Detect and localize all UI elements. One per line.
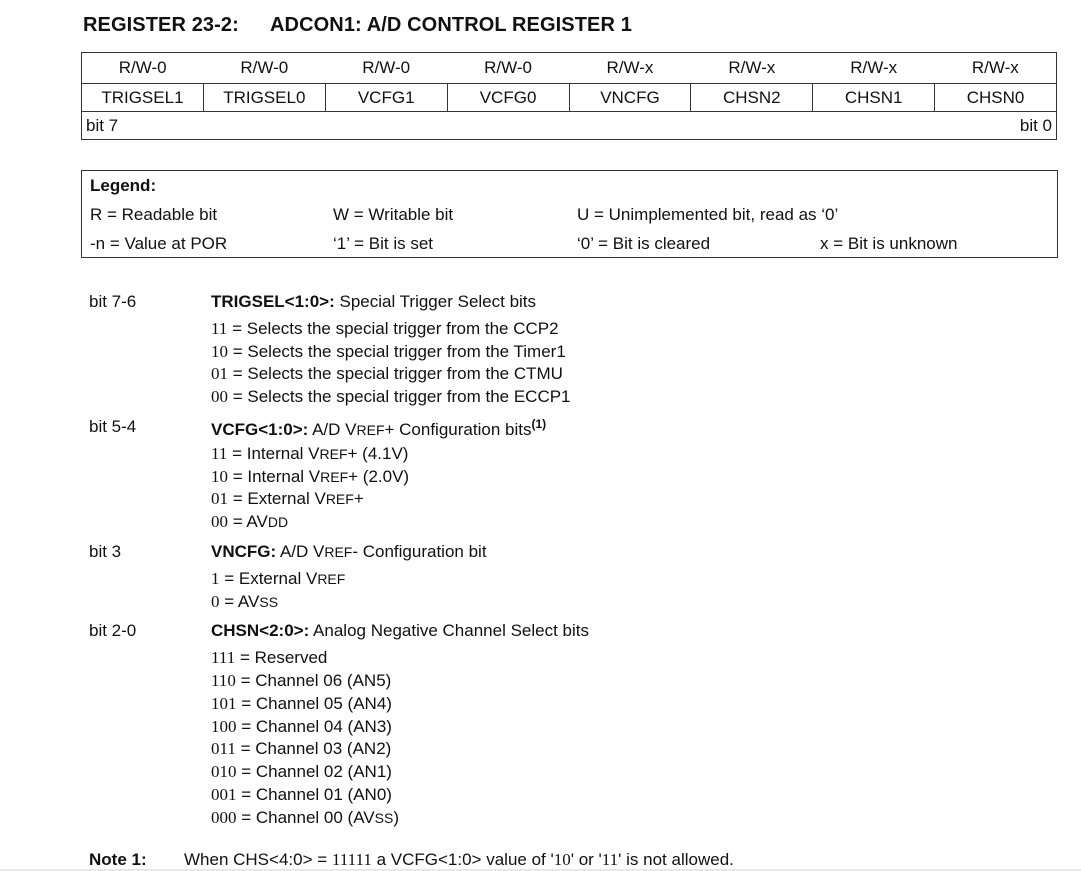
option-text: = Selects the special trigger from the CCP2	[227, 319, 559, 338]
note-reference: (1)	[531, 417, 547, 431]
legend-set: ‘1’ = Bit is set	[333, 234, 433, 253]
option-text: = Selects the special trigger from the ECCP1	[228, 387, 571, 406]
option-text: = Internal V	[227, 444, 320, 463]
option-code: 11	[211, 444, 228, 463]
option-sub: DD	[267, 514, 289, 530]
trigsel-option	[211, 319, 559, 339]
option-code: 010	[211, 762, 237, 781]
register-name: ADCON1: A/D CONTROL REGISTER 1	[270, 14, 632, 36]
trigsel-option	[211, 364, 563, 384]
legend-title: Legend:	[90, 176, 157, 195]
vcfg-desc-b: + Configuration bits	[384, 420, 532, 439]
option-text: = Channel 06 (AN5)	[235, 671, 392, 690]
legend-unimplemented: U = Unimplemented bit, read as ‘0’	[577, 205, 839, 224]
trigsel-option	[211, 387, 571, 407]
option-sub: REF	[325, 491, 354, 507]
chsn-name: CHSN<2:0>:	[211, 621, 310, 640]
option-sub: REF	[319, 446, 348, 462]
vcfg-desc-sub: REF	[356, 422, 385, 438]
vncfg-desc-a: A/D V	[276, 542, 325, 561]
option-text: = External V	[219, 569, 318, 588]
legend-unknown: x = Bit is unknown	[820, 234, 958, 253]
option-text: = Reserved	[235, 648, 328, 667]
register-number: REGISTER 23-2:	[83, 14, 239, 36]
option-text: = Internal V	[228, 467, 321, 486]
option-code: 100	[211, 717, 237, 736]
bit-name-cell: CHSN2	[691, 84, 813, 112]
option-code: 11	[211, 319, 228, 338]
note-code: 11	[601, 850, 619, 869]
vncfg-option	[211, 592, 278, 612]
option-text: = Selects the special trigger from the Timer1	[228, 342, 566, 361]
chsn-option	[211, 739, 391, 759]
note-text-d: ' is not allowed.	[618, 850, 734, 869]
option-code: 110	[211, 671, 236, 690]
access-row	[82, 53, 1057, 84]
bit-name-cell: VNCFG	[569, 84, 691, 112]
note-label: Note 1:	[89, 850, 147, 869]
vcfg-option	[211, 512, 288, 532]
option-text: = AV	[228, 512, 268, 531]
bit-name-cell: TRIGSEL1	[82, 84, 204, 112]
chsn-option	[211, 671, 391, 691]
vncfg-heading	[211, 542, 487, 562]
bit-name-cell: CHSN0	[935, 84, 1057, 112]
note-text-a: When CHS<4:0> =	[184, 850, 332, 869]
access-cell: R/W-0	[447, 53, 569, 84]
option-text: = Channel 04 (AN3)	[236, 717, 392, 736]
bit-7-label: bit 7	[86, 115, 119, 135]
option-text: = Channel 02 (AN1)	[236, 762, 392, 781]
legend-box	[81, 170, 1058, 258]
bit-0-label: bit 0	[1019, 115, 1052, 135]
vncfg-desc-b: - Configuration bit	[352, 542, 487, 561]
bit-label-3: bit 3	[89, 542, 122, 561]
note-text-b: a VCFG<1:0> value of '	[371, 850, 554, 869]
vncfg-option	[211, 569, 345, 589]
legend-por: -n = Value at POR	[90, 234, 228, 253]
chsn-option	[211, 694, 392, 714]
option-code: 1	[211, 569, 220, 588]
option-code: 000	[211, 808, 237, 827]
chsn-option	[211, 808, 399, 828]
option-code: 00	[211, 512, 228, 531]
chsn-desc: Analog Negative Channel Select bits	[309, 621, 590, 640]
option-code: 10	[211, 467, 228, 486]
legend-cleared: ‘0’ = Bit is cleared	[577, 234, 711, 253]
option-text: = External V	[228, 489, 326, 508]
option-text: = Channel 03 (AN2)	[235, 739, 392, 758]
option-text: = Channel 01 (AN0)	[236, 785, 392, 804]
option-code: 001	[211, 785, 237, 804]
note-text	[184, 850, 734, 870]
option-text-b: +	[353, 489, 364, 508]
option-sub: SS	[259, 594, 279, 610]
option-code: 00	[211, 387, 228, 406]
vncfg-desc-sub: REF	[324, 544, 353, 560]
option-text: = Channel 05 (AN4)	[236, 694, 392, 713]
access-cell: R/W-x	[691, 53, 813, 84]
vcfg-name: VCFG<1:0>:	[211, 420, 309, 439]
option-text-b: + (2.0V)	[348, 467, 410, 486]
bit-name-cell: TRIGSEL0	[203, 84, 325, 112]
register-bit-table	[81, 52, 1057, 140]
legend-writable: W = Writable bit	[333, 205, 454, 224]
option-text-b: )	[393, 808, 399, 827]
bit-position-row	[82, 112, 1057, 140]
vcfg-heading	[211, 417, 546, 440]
bit-name-cell: VCFG0	[447, 84, 569, 112]
bit-name-cell: CHSN1	[813, 84, 935, 112]
option-code: 01	[211, 489, 228, 508]
vcfg-option	[211, 489, 364, 509]
option-text: = Selects the special trigger from the CTMU	[228, 364, 563, 383]
access-cell: R/W-0	[325, 53, 447, 84]
bit-name-cell: VCFG1	[325, 84, 447, 112]
bit-label-5-4: bit 5-4	[89, 417, 137, 436]
bit-label-2-0: bit 2-0	[89, 621, 137, 640]
trigsel-option	[211, 342, 566, 362]
vncfg-name: VNCFG:	[211, 542, 277, 561]
option-sub: SS	[374, 810, 394, 826]
chsn-option	[211, 785, 392, 805]
bit-label-7-6: bit 7-6	[89, 292, 137, 311]
chsn-heading	[211, 621, 589, 641]
note-text-c: ' or '	[570, 850, 602, 869]
chsn-option	[211, 717, 392, 737]
option-text-b: + (4.1V)	[347, 444, 409, 463]
trigsel-desc: Special Trigger Select bits	[334, 292, 537, 311]
register-title	[83, 14, 632, 37]
option-code: 111	[211, 648, 236, 667]
option-code: 0	[211, 592, 220, 611]
trigsel-heading	[211, 292, 536, 312]
access-cell: R/W-x	[935, 53, 1057, 84]
access-cell: R/W-x	[569, 53, 691, 84]
option-text: = AV	[219, 592, 260, 611]
access-cell: R/W-x	[813, 53, 935, 84]
option-code: 10	[211, 342, 228, 361]
chsn-option	[211, 648, 327, 668]
bit-name-row	[82, 84, 1057, 112]
option-text: = Channel 00 (AV	[236, 808, 375, 827]
option-sub: REF	[317, 571, 346, 587]
option-code: 101	[211, 694, 237, 713]
bit-position-cell	[82, 112, 1057, 140]
option-code: 01	[211, 364, 228, 383]
chsn-option	[211, 762, 392, 782]
access-cell: R/W-0	[203, 53, 325, 84]
vcfg-option	[211, 444, 408, 464]
vcfg-desc-a: A/D V	[308, 420, 357, 439]
trigsel-name: TRIGSEL<1:0>:	[211, 292, 335, 311]
note-code: 10	[553, 850, 571, 869]
note-code: 11111	[331, 850, 372, 869]
vcfg-option	[211, 467, 409, 487]
option-sub: REF	[320, 469, 349, 485]
option-code: 011	[211, 739, 236, 758]
access-cell: R/W-0	[82, 53, 204, 84]
legend-readable: R = Readable bit	[90, 205, 218, 224]
